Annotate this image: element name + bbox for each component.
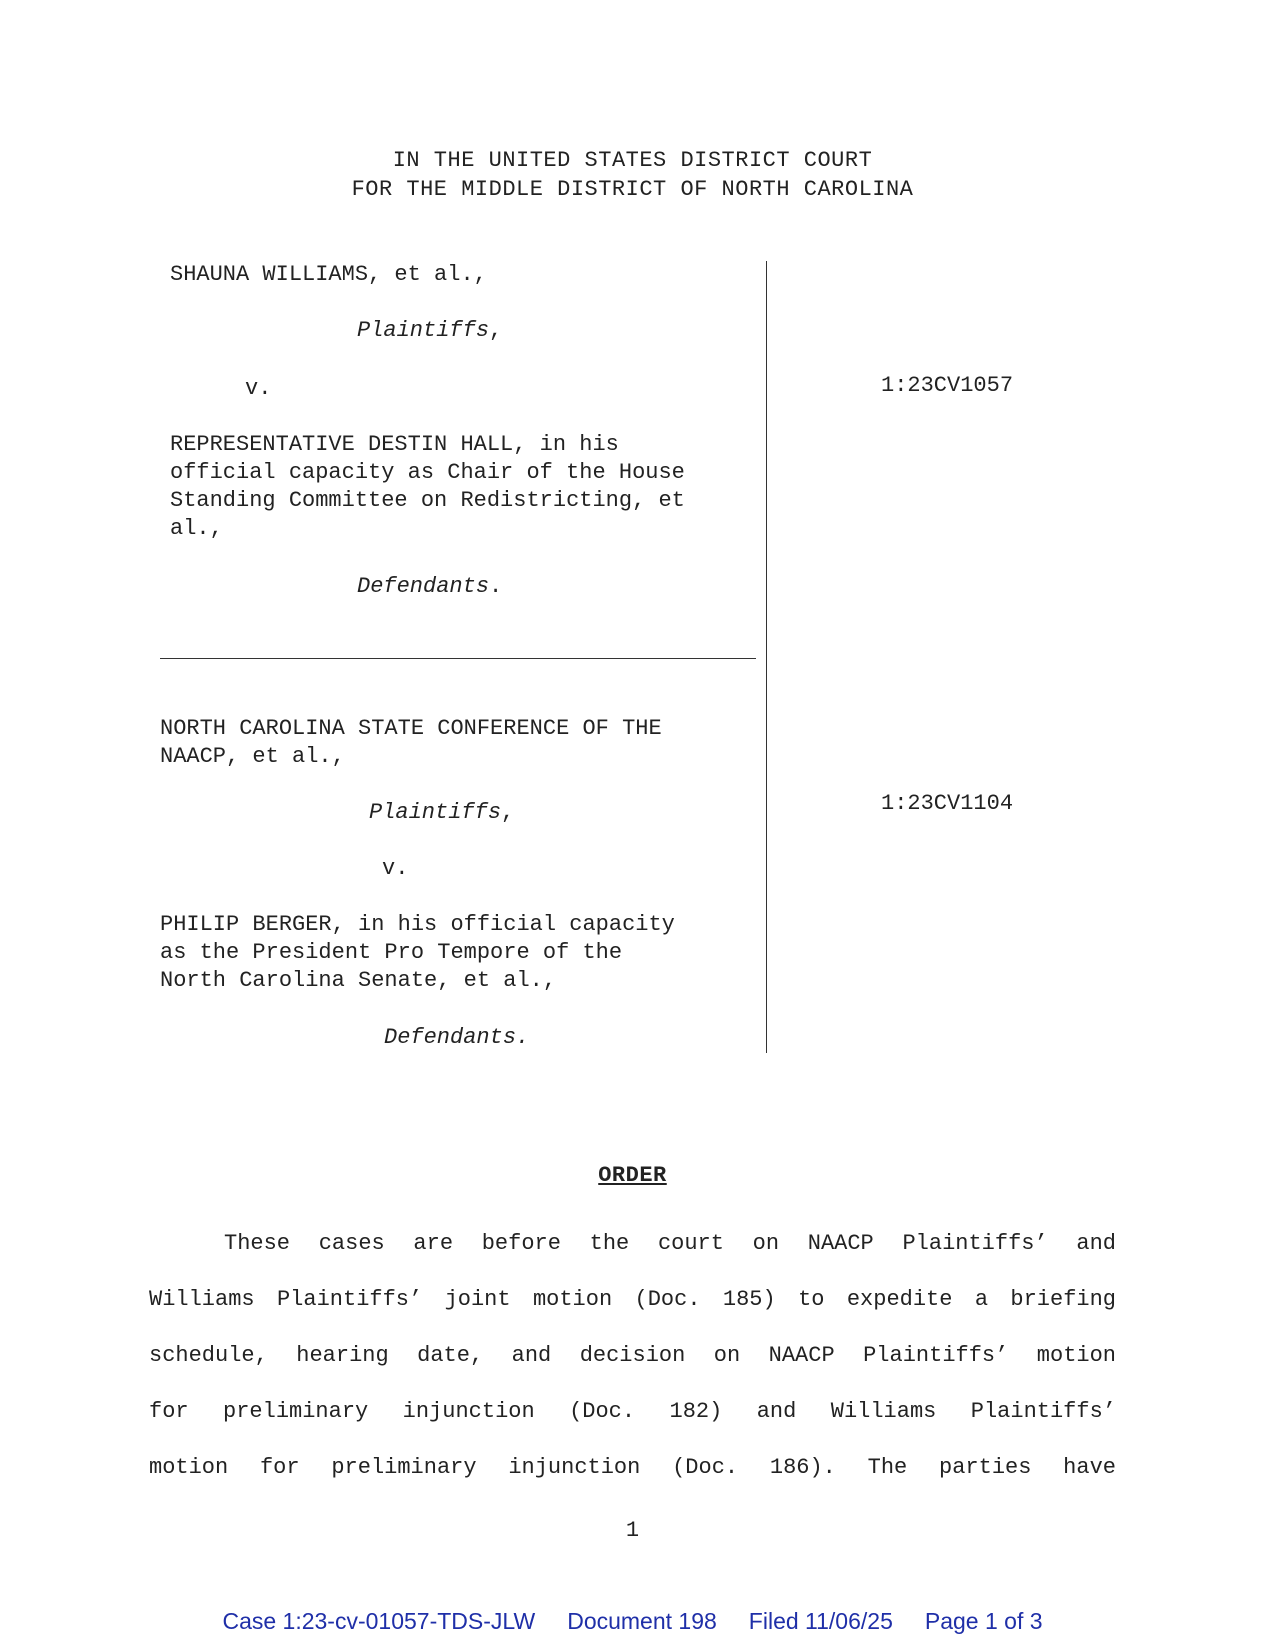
order-body-line: Williams Plaintiffs’ joint motion (Doc. 185) to expedite a briefing	[149, 1287, 1116, 1312]
footer-page-count: Page 1 of 3	[924, 1608, 1043, 1634]
case-1-defendants-punct: .	[489, 574, 503, 599]
case-1-versus: v.	[245, 376, 272, 401]
case-1-number: 1:23CV1057	[881, 373, 1014, 398]
order-body-line: These cases are before the court on NAACP Plaintiffs’ and	[224, 1231, 1116, 1256]
case-1-plaintiffs-punct: ,	[489, 318, 503, 343]
case-2-defendant-line-2: as the President Pro Tempore of the	[160, 940, 623, 965]
court-name-line-2: FOR THE MIDDLE DISTRICT OF NORTH CAROLINA	[351, 177, 914, 202]
case-1-plaintiff-name: SHAUNA WILLIAMS, et al.,	[170, 262, 487, 287]
case-2-plaintiffs-word: Plaintiffs	[369, 800, 502, 825]
case-2-versus: v.	[382, 856, 409, 881]
case-2-plaintiff-line-1: NORTH CAROLINA STATE CONFERENCE OF THE	[160, 716, 662, 741]
order-body-line: for preliminary injunction (Doc. 182) and Williams Plaintiffs’	[149, 1399, 1116, 1424]
case-2-defendants-label: Defendants.	[384, 1025, 530, 1050]
ecf-footer-stamp	[0, 1608, 1265, 1635]
case-1-defendant-line-4: al.,	[170, 516, 223, 541]
case-1-plaintiffs-word: Plaintiffs	[357, 318, 490, 343]
case-1-plaintiffs-label	[357, 318, 502, 343]
case-1-defendant-line-2: official capacity as Chair of the House	[170, 460, 685, 485]
court-name-line-1: IN THE UNITED STATES DISTRICT COURT	[392, 148, 873, 173]
case-2-plaintiff-line-2: NAACP, et al.,	[160, 744, 345, 769]
case-1-defendants-label	[357, 574, 502, 599]
order-body	[149, 1216, 1116, 1496]
footer-document-number: Document 198	[567, 1608, 717, 1634]
case-2-plaintiffs-punct: ,	[501, 800, 515, 825]
page-number: 1	[625, 1518, 640, 1543]
case-2-number: 1:23CV1104	[881, 791, 1014, 816]
case-1-defendant-line-1: REPRESENTATIVE DESTIN HALL, in his	[170, 432, 619, 457]
order-title: ORDER	[598, 1163, 667, 1188]
caption-vertical-divider	[766, 261, 767, 1053]
case-2-defendant-line-3: North Carolina Senate, et al.,	[160, 968, 557, 993]
order-body-line: schedule, hearing date, and decision on NAACP Plaintiffs’ motion	[149, 1343, 1116, 1368]
case-2-plaintiffs-label	[369, 800, 514, 825]
case-1-defendant-line-3: Standing Committee on Redistricting, et	[170, 488, 685, 513]
case-1-defendants-word: Defendants	[357, 574, 490, 599]
case-separator-line	[160, 658, 756, 659]
case-2-defendant-line-1: PHILIP BERGER, in his official capacity	[160, 912, 675, 937]
order-body-line: motion for preliminary injunction (Doc. 186). The parties have	[149, 1455, 1116, 1480]
footer-case-number: Case 1:23-cv-01057-TDS-JLW	[222, 1608, 536, 1634]
footer-filed-date: Filed 11/06/25	[748, 1608, 893, 1634]
